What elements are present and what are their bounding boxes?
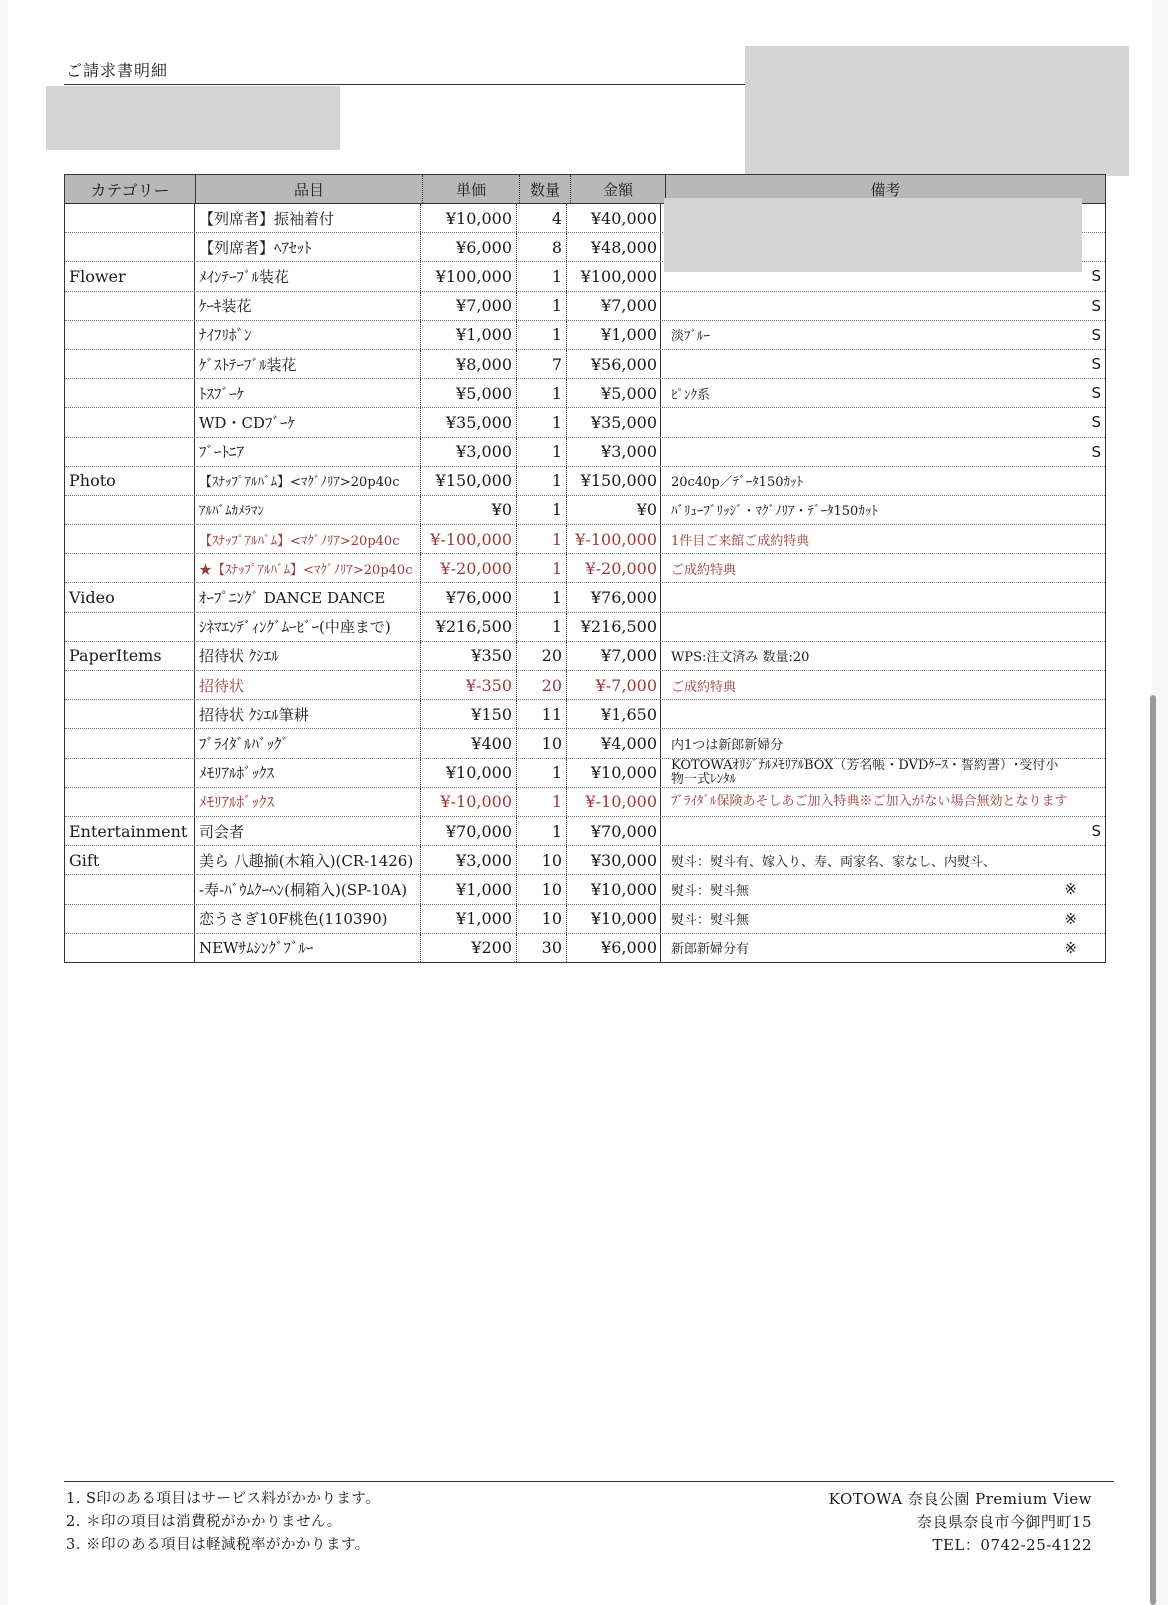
row-amount: ¥4,000 [567, 729, 661, 757]
row-price: ¥0 [421, 496, 517, 524]
row-amount: ¥1,000 [567, 321, 661, 349]
row-qty: 1 [517, 817, 567, 845]
row-amount: ¥10,000 [567, 759, 661, 787]
row-note [661, 875, 1105, 903]
row-item: 【ｽﾅｯﾌﾟｱﾙﾊﾞﾑ】<ﾏｸﾞﾉﾘｱ>20p40c [195, 467, 421, 495]
row-item: 【列席者】ﾍｱｾｯﾄ [195, 233, 421, 261]
row-qty: 1 [517, 496, 567, 524]
row-note [661, 350, 1105, 378]
row-note [661, 817, 1105, 845]
row-price: ¥3,000 [421, 846, 517, 874]
row-item: ﾒｲﾝﾃｰﾌﾞﾙ装花 [195, 262, 421, 290]
row-amount: ¥48,000 [567, 233, 661, 261]
row-item: -寿-ﾊﾞｳﾑｸｰﾍﾝ(桐箱入)(SP-10A) [195, 875, 421, 903]
company-tel: TEL：0742-25-4122 [932, 1536, 1092, 1554]
row-category [65, 729, 195, 757]
row-category: Video [65, 583, 195, 611]
row-note [661, 467, 1105, 495]
header-item: 品目 [196, 175, 423, 203]
row-item: ﾌﾞﾗｲﾀﾞﾙﾊﾞｯｸﾞ [195, 729, 421, 757]
row-item: ﾒﾓﾘｱﾙﾎﾞｯｸｽ [195, 759, 421, 787]
row-amount: ¥30,000 [567, 846, 661, 874]
row-amount: ¥76,000 [567, 583, 661, 611]
row-category [65, 408, 195, 436]
row-category [65, 379, 195, 407]
row-item: ﾄｽﾌﾞｰｹ [195, 379, 421, 407]
row-amount: ¥10,000 [567, 875, 661, 903]
row-note-text: ご成約特典 [671, 562, 737, 578]
row-amount: ¥56,000 [567, 350, 661, 378]
row-price: ¥150 [421, 700, 517, 728]
row-note [661, 583, 1105, 611]
row-item: 【列席者】振袖着付 [195, 204, 421, 232]
row-qty: 10 [517, 846, 567, 874]
row-item: 恋うさぎ10F桃色(110390) [195, 905, 421, 933]
row-note [661, 496, 1105, 524]
row-amount: ¥-20,000 [567, 554, 661, 582]
row-note [661, 554, 1105, 582]
row-note-text: 新郎新婦分有 [671, 942, 750, 958]
row-category [65, 438, 195, 466]
row-category: Entertainment [65, 817, 195, 845]
row-price: ¥35,000 [421, 408, 517, 436]
footer-rule [64, 1481, 1114, 1482]
row-category: Photo [65, 467, 195, 495]
row-price: ¥7,000 [421, 292, 517, 320]
row-price: ¥-350 [421, 671, 517, 699]
service-charge-mark: S [1091, 384, 1101, 403]
table-row [65, 788, 1105, 817]
row-amount: ¥7,000 [567, 292, 661, 320]
row-note [661, 321, 1105, 349]
row-category [65, 700, 195, 728]
row-qty: 30 [517, 934, 567, 962]
table-row [65, 292, 1105, 321]
row-qty: 1 [517, 759, 567, 787]
row-item: ｼﾈﾏｴﾝﾃﾞｨﾝｸﾞﾑｰﾋﾞｰ(中座まで) [195, 613, 421, 641]
row-amount: ¥-10,000 [567, 788, 661, 816]
header-category: カテゴリー [65, 175, 196, 203]
table-row [65, 438, 1105, 467]
row-amount: ¥-100,000 [567, 525, 661, 553]
row-price: ¥-100,000 [421, 525, 517, 553]
row-amount: ¥40,000 [567, 204, 661, 232]
row-note [661, 846, 1105, 874]
row-note [661, 759, 1105, 787]
table-row [65, 496, 1105, 525]
row-category [65, 233, 195, 261]
row-price: ¥-20,000 [421, 554, 517, 582]
row-qty: 8 [517, 233, 567, 261]
row-qty: 1 [517, 788, 567, 816]
row-note-text: 熨斗：熨斗無 [671, 913, 750, 929]
table-row [65, 350, 1105, 379]
row-note-text: 淡ﾌﾞﾙｰ [671, 329, 711, 345]
service-charge-mark: S [1091, 325, 1101, 344]
row-price: ¥100,000 [421, 262, 517, 290]
row-note [661, 613, 1105, 641]
row-qty: 1 [517, 554, 567, 582]
row-amount: ¥-7,000 [567, 671, 661, 699]
table-row [65, 583, 1105, 612]
document-title: ご請求書明細 [66, 61, 169, 80]
row-amount: ¥150,000 [567, 467, 661, 495]
service-charge-mark: S [1091, 354, 1101, 373]
row-category [65, 525, 195, 553]
table-row [65, 875, 1105, 904]
row-amount: ¥100,000 [567, 262, 661, 290]
row-note [661, 788, 1105, 816]
row-price: ¥1,000 [421, 321, 517, 349]
company-address: 奈良県奈良市今御門町15 [916, 1513, 1092, 1531]
company-info [829, 1488, 1092, 1557]
row-price: ¥6,000 [421, 233, 517, 261]
row-note-text: 内1つは新郎新婦分 [671, 737, 784, 753]
row-qty: 1 [517, 321, 567, 349]
service-charge-mark: S [1091, 821, 1101, 840]
row-item: ｱﾙﾊﾞﾑｶﾒﾗﾏﾝ [195, 496, 421, 524]
row-category: Gift [65, 846, 195, 874]
row-amount: ¥1,650 [567, 700, 661, 728]
table-row [65, 759, 1105, 788]
reduced-tax-mark: ※ [1064, 880, 1077, 899]
row-category [65, 292, 195, 320]
redacted-block [745, 46, 1129, 176]
row-amount: ¥7,000 [567, 642, 661, 670]
row-qty: 11 [517, 700, 567, 728]
row-item: ﾌﾞｰﾄﾆｱ [195, 438, 421, 466]
row-amount: ¥216,500 [567, 613, 661, 641]
row-category [65, 905, 195, 933]
table-row [65, 642, 1105, 671]
invoice-table [64, 174, 1106, 963]
table-row [65, 554, 1105, 583]
row-note [661, 671, 1105, 699]
row-qty: 4 [517, 204, 567, 232]
row-category: PaperItems [65, 642, 195, 670]
row-note [661, 934, 1105, 962]
row-item: ★【ｽﾅｯﾌﾟｱﾙﾊﾞﾑ】<ﾏｸﾞﾉﾘｱ>20p40c [195, 554, 421, 582]
row-category [65, 350, 195, 378]
row-amount: ¥70,000 [567, 817, 661, 845]
row-qty: 7 [517, 350, 567, 378]
row-category [65, 934, 195, 962]
row-note [661, 525, 1105, 553]
reduced-tax-mark: ※ [1064, 909, 1077, 928]
row-note-text: 20c40p／ﾃﾞｰﾀ150ｶｯﾄ [671, 475, 803, 491]
footnote: 1. S印のある項目はサービス料がかかります。 [66, 1491, 381, 1507]
row-category [65, 321, 195, 349]
row-note-text: 熨斗：熨斗無 [671, 883, 750, 899]
row-price: ¥70,000 [421, 817, 517, 845]
row-item: 招待状 ｸｼｴﾙ [195, 642, 421, 670]
row-price: ¥1,000 [421, 875, 517, 903]
row-item: 司会者 [195, 817, 421, 845]
row-note [661, 729, 1105, 757]
table-row [65, 525, 1105, 554]
header-price: 単価 [423, 175, 520, 203]
row-price: ¥8,000 [421, 350, 517, 378]
row-note-text: ﾋﾟﾝｸ系 [671, 387, 711, 403]
company-name: KOTOWA 奈良公園 Premium View [828, 1490, 1092, 1508]
redacted-block [46, 86, 340, 150]
row-item: 美ら 八趣揃(木箱入)(CR-1426) [195, 846, 421, 874]
table-row [65, 846, 1105, 875]
row-item: NEWｻﾑｼﾝｸﾞﾌﾞﾙｰ [195, 934, 421, 962]
table-row [65, 379, 1105, 408]
reduced-tax-mark: ※ [1064, 938, 1077, 957]
row-price: ¥1,000 [421, 905, 517, 933]
row-note-text: 1件目ご来館ご成約特典 [671, 533, 810, 549]
row-price: ¥400 [421, 729, 517, 757]
row-qty: 20 [517, 642, 567, 670]
table-row [65, 729, 1105, 758]
table-body [65, 204, 1105, 962]
row-qty: 1 [517, 262, 567, 290]
row-amount: ¥10,000 [567, 905, 661, 933]
redacted-block [664, 198, 1082, 272]
row-price: ¥-10,000 [421, 788, 517, 816]
row-category [65, 759, 195, 787]
row-item: ｵｰﾌﾟﾆﾝｸﾞ DANCE DANCE [195, 583, 421, 611]
row-category: Flower [65, 262, 195, 290]
row-item: ﾒﾓﾘｱﾙﾎﾞｯｸｽ [195, 788, 421, 816]
row-qty: 1 [517, 408, 567, 436]
title-underline [64, 84, 754, 85]
row-item: 招待状 ｸｼｴﾙ筆耕 [195, 700, 421, 728]
table-row [65, 671, 1105, 700]
row-price: ¥216,500 [421, 613, 517, 641]
row-price: ¥3,000 [421, 438, 517, 466]
row-price: ¥5,000 [421, 379, 517, 407]
row-note [661, 642, 1105, 670]
row-qty: 1 [517, 438, 567, 466]
row-amount: ¥5,000 [567, 379, 661, 407]
table-row [65, 321, 1105, 350]
row-qty: 1 [517, 525, 567, 553]
header-amount: 金額 [571, 175, 666, 203]
row-note [661, 379, 1105, 407]
header-qty: 数量 [520, 175, 571, 203]
footnote: 3. ※印のある項目は軽減税率がかかります。 [66, 1537, 370, 1553]
row-amount: ¥3,000 [567, 438, 661, 466]
row-qty: 10 [517, 875, 567, 903]
row-category [65, 613, 195, 641]
row-note-text: ﾌﾞﾗｲﾀﾞﾙ保険あそしあご加入特典※ご加入がない場合無効となります [671, 793, 1068, 809]
scrollbar[interactable] [1150, 695, 1156, 1605]
row-item: WD・CDﾌﾞｰｹ [195, 408, 421, 436]
row-category [65, 204, 195, 232]
row-qty: 1 [517, 379, 567, 407]
row-price: ¥76,000 [421, 583, 517, 611]
row-amount: ¥0 [567, 496, 661, 524]
table-row [65, 467, 1105, 496]
row-qty: 1 [517, 467, 567, 495]
row-item: ﾅｲﾌﾘﾎﾞﾝ [195, 321, 421, 349]
row-qty: 1 [517, 292, 567, 320]
row-note [661, 438, 1105, 466]
row-item: 【ｽﾅｯﾌﾟｱﾙﾊﾞﾑ】<ﾏｸﾞﾉﾘｱ>20p40c [195, 525, 421, 553]
row-price: ¥10,000 [421, 759, 517, 787]
footnote: 2. ＊印の項目は消費税がかかりません。 [66, 1514, 342, 1530]
row-qty: 1 [517, 583, 567, 611]
row-note-text: 熨斗：熨斗有、嫁入り、寿、両家名、家なし、内熨斗、 [671, 854, 997, 870]
row-price: ¥150,000 [421, 467, 517, 495]
row-price: ¥200 [421, 934, 517, 962]
service-charge-mark: S [1091, 267, 1101, 286]
row-amount: ¥6,000 [567, 934, 661, 962]
row-item: ｹｰｷ装花 [195, 292, 421, 320]
row-note-text: ご成約特典 [671, 679, 737, 695]
row-qty: 10 [517, 729, 567, 757]
invoice-page [8, 0, 1152, 1605]
service-charge-mark: S [1091, 413, 1101, 432]
row-category [65, 554, 195, 582]
row-category [65, 875, 195, 903]
table-row [65, 408, 1105, 437]
row-note [661, 408, 1105, 436]
row-price: ¥350 [421, 642, 517, 670]
row-category [65, 671, 195, 699]
service-charge-mark: S [1091, 296, 1101, 315]
table-row [65, 613, 1105, 642]
table-row [65, 700, 1105, 729]
row-note [661, 700, 1105, 728]
row-note-text: ﾊﾞﾘｭｰﾌﾞﾘｯｼﾞ・ﾏｸﾞﾉﾘｱ・ﾃﾞｰﾀ150ｶｯﾄ [671, 504, 878, 520]
row-item: ｹﾞｽﾄﾃｰﾌﾞﾙ装花 [195, 350, 421, 378]
row-qty: 1 [517, 613, 567, 641]
row-price: ¥10,000 [421, 204, 517, 232]
service-charge-mark: S [1091, 442, 1101, 461]
row-category [65, 496, 195, 524]
table-row [65, 934, 1105, 962]
header-note: 備考 [870, 180, 901, 199]
row-note-text: KOTOWAｵﾘｼﾞﾅﾙﾒﾓﾘｱﾙBOX（芳名帳・DVDｹｰｽ・誓約書）･受付小物一式ﾚﾝﾀﾙ [671, 758, 1059, 787]
row-qty: 10 [517, 905, 567, 933]
row-note [661, 292, 1105, 320]
row-qty: 20 [517, 671, 567, 699]
row-category [65, 788, 195, 816]
row-note [661, 905, 1105, 933]
table-row [65, 905, 1105, 934]
row-item: 招待状 [195, 671, 421, 699]
row-amount: ¥35,000 [567, 408, 661, 436]
footnotes [66, 1488, 380, 1557]
table-row [65, 817, 1105, 846]
row-note-text: WPS:注文済み 数量:20 [671, 650, 810, 666]
